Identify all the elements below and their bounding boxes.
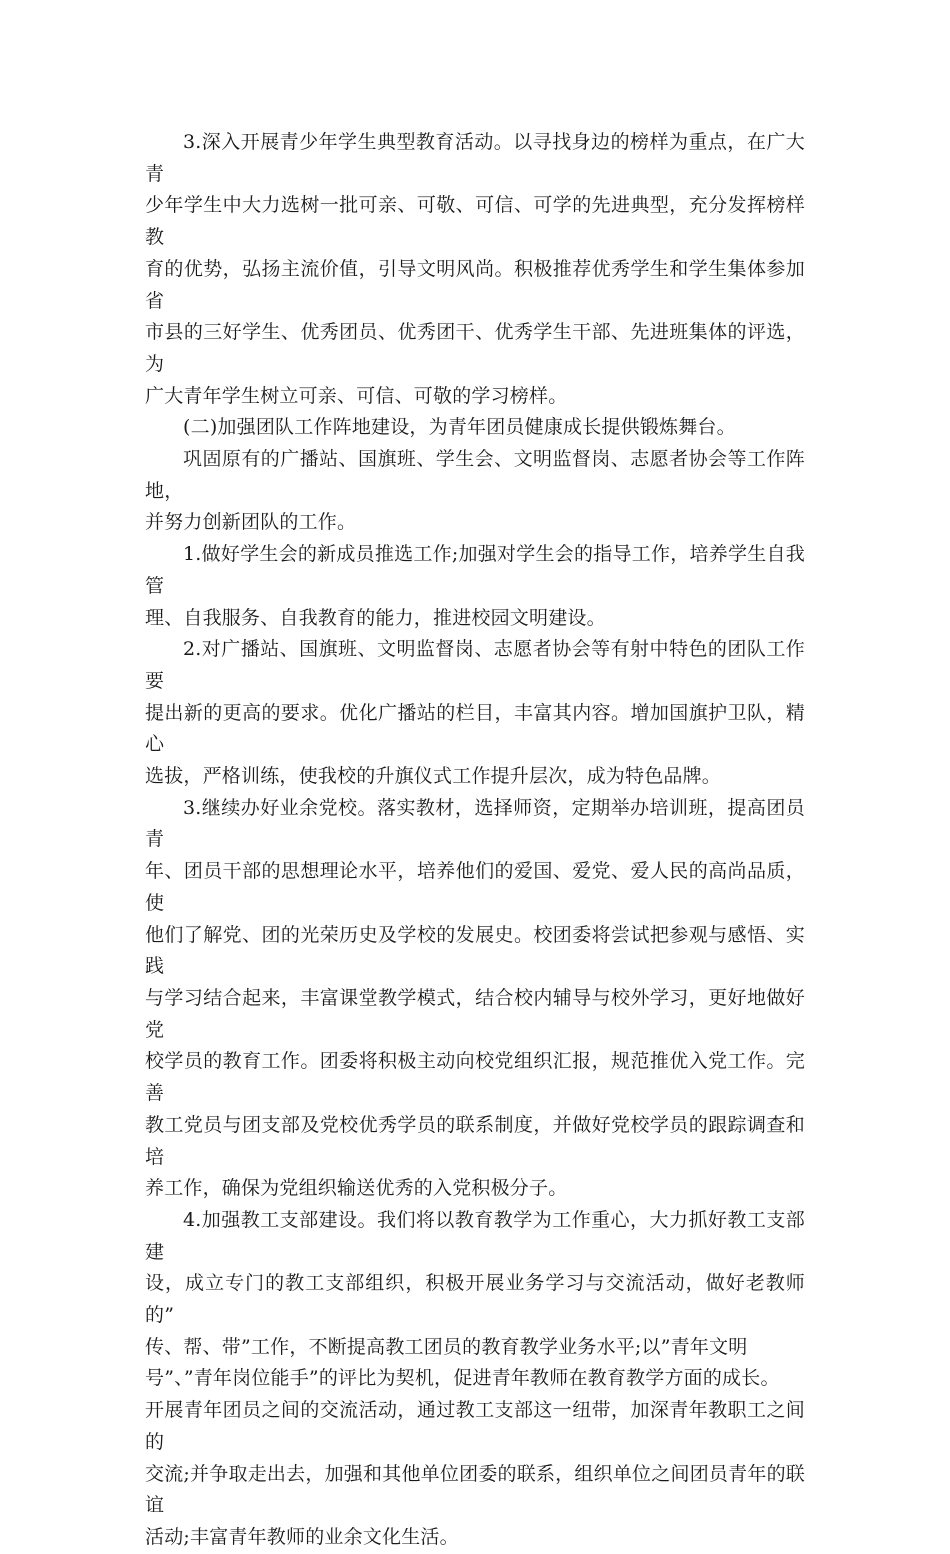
- section-heading-team-positions: (二)加强团队工作阵地建设，为青年团员健康成长提供锻炼舞台。: [183, 416, 736, 439]
- paragraph-typical-education: 3.深入开展青少年学生典型教育活动。以寻找身边的榜样为重点，在广大青 少年学生中大力选树一批可亲、可敬、可信、可学的先进典型，充分发挥榜样教 育的优势，弘扬主流价值，引导文明风尚。积极推荐优秀学生和学生集体参加省 市县的三好学生、优秀团员、优秀团干、优秀学生干部、先进班集体的评选，为 广大青年学生树立可亲、可信、可敬的学习榜样。: [145, 131, 805, 407]
- paragraph-staff-branch: 4.加强教工支部建设。我们将以教育教学为工作重心，大力抓好教工支部建 设，成立专门的教工支部组织，积极开展业务学习与交流活动，做好老教师的” 传、帮、带”工作，不断提高教工团员的教育教学业务水平;以”青年文明 号”、”青年岗位能手”的评比为契机，促进青年教师在教育教学方面的成长。 开展青年团员之间的交流活动，通过教工支部这一纽带，加深青年教职工之间的 交流;并争取走出去，加强和其他单位团委的联系，组织单位之间团员青年的联谊 活动;丰富青年教师的业余文化生活。: [145, 1208, 805, 1548]
- paragraph-party-school: 3.继续办好业余党校。落实教材，选择师资，定期举办培训班，提高团员青 年、团员干部的思想理论水平，培养他们的爱国、爱党、爱人民的高尚品质，使 他们了解党、团的光荣历史及学校的发展史。校团委将尝试把参观与感悟、实践 与学习结合起来，丰富课堂教学模式，结合校内辅导与校外学习，更好地做好党 校学员的教育工作。团委将积极主动向校党组织汇报，规范推优入党工作。完善 教工党员与团支部及党校优秀学员的联系制度，并做好党校学员的跟踪调查和培 养工作，确保为党组织输送优秀的入党积极分子。: [145, 796, 805, 1200]
- paragraph-broadcast-station: 2.对广播站、国旗班、文明监督岗、志愿者协会等有射中特色的团队工作要 提出新的更高的要求。优化广播站的栏目，丰富其内容。增加国旗护卫队，精心 选拔，严格训练，使我校的升旗仪式工作提升层次，成为特色品牌。: [145, 638, 805, 788]
- paragraph-consolidate-positions: 巩固原有的广播站、国旗班、学生会、文明监督岗、志愿者协会等工作阵地， 并努力创新团队的工作。: [145, 448, 805, 534]
- paragraph-student-union: 1.做好学生会的新成员推选工作;加强对学生会的指导工作，培养学生自我管 理、自我服务、自我教育的能力，推进校园文明建设。: [145, 543, 805, 629]
- document-body: [145, 127, 805, 1554]
